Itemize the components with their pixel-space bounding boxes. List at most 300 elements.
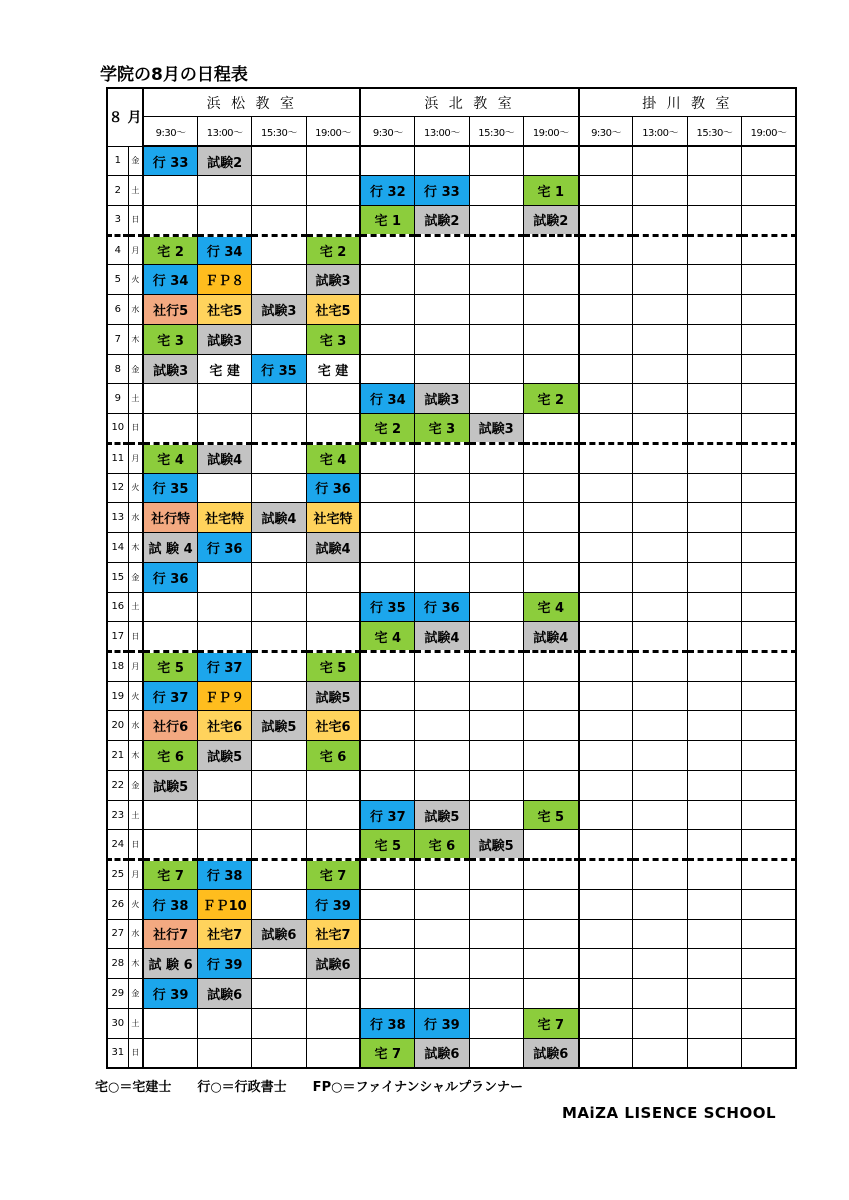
empty-slot: [306, 205, 360, 235]
class-entry: 行 36: [415, 592, 469, 622]
empty-slot: [252, 205, 306, 235]
empty-slot: [469, 265, 523, 295]
empty-slot: [252, 741, 306, 771]
class-entry: 試験5: [197, 741, 251, 771]
empty-slot: [579, 1008, 633, 1038]
day-row: [107, 533, 796, 563]
empty-slot: [197, 176, 251, 206]
empty-slot: [197, 562, 251, 592]
class-entry: 社宅特: [197, 503, 251, 533]
empty-slot: [469, 681, 523, 711]
empty-slot: [415, 295, 469, 325]
empty-slot: [523, 562, 578, 592]
empty-slot: [360, 473, 414, 503]
empty-slot: [252, 1038, 306, 1068]
empty-slot: [360, 324, 414, 354]
empty-slot: [633, 146, 687, 176]
class-entry: ＦＰ10: [197, 889, 251, 919]
empty-slot: [415, 919, 469, 949]
empty-slot: [687, 205, 741, 235]
empty-slot: [742, 681, 796, 711]
class-entry: 宅 4: [143, 443, 197, 473]
day-row: [107, 205, 796, 235]
empty-slot: [633, 592, 687, 622]
empty-slot: [523, 651, 578, 681]
empty-slot: [469, 860, 523, 890]
day-number: 10: [107, 414, 128, 444]
empty-slot: [197, 384, 251, 414]
empty-slot: [633, 354, 687, 384]
empty-slot: [742, 146, 796, 176]
class-entry: 社行7: [143, 919, 197, 949]
weekday: 日: [128, 414, 143, 444]
empty-slot: [469, 919, 523, 949]
empty-slot: [579, 533, 633, 563]
class-entry: 試験4: [415, 622, 469, 652]
empty-slot: [523, 919, 578, 949]
empty-slot: [742, 1008, 796, 1038]
day-row: [107, 1038, 796, 1068]
class-entry: 宅 5: [306, 651, 360, 681]
empty-slot: [579, 235, 633, 265]
empty-slot: [687, 949, 741, 979]
empty-slot: [360, 533, 414, 563]
class-entry: 宅 4: [523, 592, 578, 622]
empty-slot: [742, 979, 796, 1009]
empty-slot: [687, 741, 741, 771]
empty-slot: [633, 533, 687, 563]
class-entry: 行 38: [197, 860, 251, 890]
class-entry: 宅 7: [306, 860, 360, 890]
class-entry: 宅 6: [415, 830, 469, 860]
class-entry: 試 験 6: [143, 949, 197, 979]
empty-slot: [360, 770, 414, 800]
empty-slot: [306, 146, 360, 176]
day-number: 25: [107, 860, 128, 890]
empty-slot: [252, 473, 306, 503]
day-row: [107, 979, 796, 1009]
weekday: 月: [128, 235, 143, 265]
empty-slot: [742, 949, 796, 979]
empty-slot: [579, 265, 633, 295]
day-row: [107, 354, 796, 384]
time-slot-header: 15:30～: [252, 117, 306, 147]
day-number: 3: [107, 205, 128, 235]
empty-slot: [252, 533, 306, 563]
empty-slot: [687, 176, 741, 206]
empty-slot: [687, 235, 741, 265]
empty-slot: [687, 1008, 741, 1038]
empty-slot: [687, 770, 741, 800]
time-slot-header: 9:30～: [143, 117, 197, 147]
class-entry: 試験3: [306, 265, 360, 295]
empty-slot: [469, 592, 523, 622]
class-entry: 宅 3: [306, 324, 360, 354]
empty-slot: [633, 622, 687, 652]
day-number: 14: [107, 533, 128, 563]
class-entry: 行 37: [197, 651, 251, 681]
empty-slot: [360, 949, 414, 979]
day-number: 28: [107, 949, 128, 979]
empty-slot: [523, 830, 578, 860]
empty-slot: [742, 562, 796, 592]
empty-slot: [742, 622, 796, 652]
empty-slot: [252, 770, 306, 800]
empty-slot: [633, 235, 687, 265]
empty-slot: [523, 533, 578, 563]
page-title: 学院の8月の日程表: [100, 65, 248, 85]
empty-slot: [360, 265, 414, 295]
school-name: MAiZA LISENCE SCHOOL: [562, 1104, 777, 1122]
empty-slot: [633, 295, 687, 325]
day-number: 9: [107, 384, 128, 414]
empty-slot: [469, 176, 523, 206]
empty-slot: [579, 592, 633, 622]
empty-slot: [143, 414, 197, 444]
empty-slot: [742, 592, 796, 622]
empty-slot: [415, 503, 469, 533]
class-entry: 行 34: [197, 235, 251, 265]
empty-slot: [360, 295, 414, 325]
empty-slot: [415, 741, 469, 771]
empty-slot: [360, 919, 414, 949]
day-number: 21: [107, 741, 128, 771]
empty-slot: [523, 414, 578, 444]
class-entry: 試験6: [197, 979, 251, 1009]
class-entry: 試験5: [415, 800, 469, 830]
weekday: 金: [128, 770, 143, 800]
time-slot-header: 13:00～: [633, 117, 687, 147]
empty-slot: [469, 503, 523, 533]
empty-slot: [252, 681, 306, 711]
empty-slot: [252, 949, 306, 979]
day-row: [107, 889, 796, 919]
class-entry: ＦＰ９: [197, 681, 251, 711]
time-slot-header: 15:30～: [687, 117, 741, 147]
empty-slot: [523, 146, 578, 176]
class-entry: 宅 5: [143, 651, 197, 681]
class-entry: 行 34: [360, 384, 414, 414]
day-row: [107, 295, 796, 325]
weekday: 土: [128, 592, 143, 622]
empty-slot: [633, 830, 687, 860]
empty-slot: [633, 176, 687, 206]
empty-slot: [415, 979, 469, 1009]
empty-slot: [742, 295, 796, 325]
empty-slot: [306, 979, 360, 1009]
weekday: 金: [128, 354, 143, 384]
day-row: [107, 146, 796, 176]
day-row: [107, 622, 796, 652]
empty-slot: [687, 384, 741, 414]
day-row: [107, 651, 796, 681]
empty-slot: [469, 889, 523, 919]
day-number: 7: [107, 324, 128, 354]
empty-slot: [687, 473, 741, 503]
empty-slot: [523, 503, 578, 533]
class-entry: 宅 6: [143, 741, 197, 771]
empty-slot: [469, 949, 523, 979]
class-entry: 試験4: [306, 533, 360, 563]
day-row: [107, 324, 796, 354]
empty-slot: [252, 1008, 306, 1038]
empty-slot: [633, 1008, 687, 1038]
time-slot-header: 9:30～: [579, 117, 633, 147]
weekday: 金: [128, 562, 143, 592]
empty-slot: [252, 800, 306, 830]
empty-slot: [742, 889, 796, 919]
empty-slot: [687, 681, 741, 711]
day-number: 24: [107, 830, 128, 860]
empty-slot: [523, 235, 578, 265]
empty-slot: [579, 860, 633, 890]
empty-slot: [469, 235, 523, 265]
class-entry: 行 35: [143, 473, 197, 503]
weekday: 火: [128, 265, 143, 295]
weekday: 水: [128, 919, 143, 949]
class-entry: 社宅特: [306, 503, 360, 533]
day-row: [107, 562, 796, 592]
empty-slot: [360, 651, 414, 681]
empty-slot: [687, 1038, 741, 1068]
class-entry: 行 32: [360, 176, 414, 206]
empty-slot: [687, 503, 741, 533]
empty-slot: [415, 146, 469, 176]
empty-slot: [415, 770, 469, 800]
empty-slot: [579, 622, 633, 652]
empty-slot: [742, 324, 796, 354]
class-entry: 試験6: [415, 1038, 469, 1068]
class-entry: 宅 建: [197, 354, 251, 384]
empty-slot: [469, 622, 523, 652]
empty-slot: [687, 919, 741, 949]
class-entry: 行 38: [360, 1008, 414, 1038]
empty-slot: [306, 176, 360, 206]
class-entry: 行 35: [252, 354, 306, 384]
empty-slot: [633, 562, 687, 592]
weekday: 金: [128, 146, 143, 176]
empty-slot: [633, 860, 687, 890]
weekday: 木: [128, 741, 143, 771]
empty-slot: [360, 235, 414, 265]
room-hamakita: 浜 北 教 室: [360, 88, 578, 117]
empty-slot: [143, 800, 197, 830]
day-number: 6: [107, 295, 128, 325]
empty-slot: [415, 324, 469, 354]
empty-slot: [252, 592, 306, 622]
empty-slot: [742, 741, 796, 771]
day-number: 29: [107, 979, 128, 1009]
empty-slot: [687, 889, 741, 919]
empty-slot: [143, 622, 197, 652]
empty-slot: [742, 176, 796, 206]
weekday: 日: [128, 622, 143, 652]
day-row: [107, 919, 796, 949]
empty-slot: [742, 384, 796, 414]
empty-slot: [415, 889, 469, 919]
class-entry: 試験5: [469, 830, 523, 860]
empty-slot: [523, 295, 578, 325]
empty-slot: [469, 651, 523, 681]
empty-slot: [523, 711, 578, 741]
empty-slot: [687, 860, 741, 890]
empty-slot: [415, 562, 469, 592]
empty-slot: [579, 949, 633, 979]
class-entry: 行 37: [143, 681, 197, 711]
legend: 宅○＝宅建士 行○＝行政書士 FP○＝ファイナンシャルプランナー: [95, 1080, 523, 1095]
class-entry: 試験3: [143, 354, 197, 384]
empty-slot: [742, 651, 796, 681]
empty-slot: [306, 562, 360, 592]
empty-slot: [579, 889, 633, 919]
empty-slot: [523, 324, 578, 354]
class-entry: 宅 5: [360, 830, 414, 860]
empty-slot: [633, 384, 687, 414]
weekday: 土: [128, 384, 143, 414]
empty-slot: [579, 414, 633, 444]
empty-slot: [579, 651, 633, 681]
empty-slot: [523, 473, 578, 503]
day-row: [107, 503, 796, 533]
day-row: [107, 860, 796, 890]
day-row: [107, 741, 796, 771]
class-entry: 行 36: [197, 533, 251, 563]
empty-slot: [523, 770, 578, 800]
empty-slot: [360, 889, 414, 919]
empty-slot: [469, 443, 523, 473]
class-entry: 試 験 4: [143, 533, 197, 563]
empty-slot: [633, 889, 687, 919]
day-number: 27: [107, 919, 128, 949]
empty-slot: [579, 830, 633, 860]
room-hamamatsu: 浜 松 教 室: [143, 88, 360, 117]
empty-slot: [469, 354, 523, 384]
class-entry: 行 39: [415, 1008, 469, 1038]
empty-slot: [252, 265, 306, 295]
class-entry: 行 36: [143, 562, 197, 592]
day-row: [107, 770, 796, 800]
empty-slot: [742, 503, 796, 533]
empty-slot: [633, 770, 687, 800]
day-number: 11: [107, 443, 128, 473]
day-row: [107, 800, 796, 830]
empty-slot: [687, 354, 741, 384]
empty-slot: [579, 295, 633, 325]
empty-slot: [579, 711, 633, 741]
weekday: 水: [128, 295, 143, 325]
empty-slot: [252, 651, 306, 681]
weekday: 木: [128, 949, 143, 979]
empty-slot: [633, 979, 687, 1009]
empty-slot: [469, 770, 523, 800]
empty-slot: [633, 919, 687, 949]
weekday: 火: [128, 889, 143, 919]
empty-slot: [742, 919, 796, 949]
schedule-table: [106, 87, 797, 1069]
weekday: 火: [128, 473, 143, 503]
empty-slot: [469, 384, 523, 414]
empty-slot: [197, 592, 251, 622]
empty-slot: [306, 770, 360, 800]
empty-slot: [252, 562, 306, 592]
weekday: 土: [128, 800, 143, 830]
empty-slot: [523, 889, 578, 919]
class-entry: 社行特: [143, 503, 197, 533]
class-entry: 社宅7: [306, 919, 360, 949]
class-entry: 試験4: [252, 503, 306, 533]
empty-slot: [742, 354, 796, 384]
empty-slot: [469, 979, 523, 1009]
day-row: [107, 473, 796, 503]
class-entry: 行 39: [306, 889, 360, 919]
day-number: 19: [107, 681, 128, 711]
class-entry: ＦＰ８: [197, 265, 251, 295]
empty-slot: [360, 681, 414, 711]
empty-slot: [523, 860, 578, 890]
weekday: 水: [128, 503, 143, 533]
empty-slot: [687, 830, 741, 860]
class-entry: 行 36: [306, 473, 360, 503]
class-entry: 試験2: [197, 146, 251, 176]
empty-slot: [469, 146, 523, 176]
empty-slot: [306, 830, 360, 860]
weekday: 日: [128, 1038, 143, 1068]
class-entry: 行 38: [143, 889, 197, 919]
empty-slot: [633, 949, 687, 979]
empty-slot: [415, 711, 469, 741]
empty-slot: [687, 979, 741, 1009]
class-entry: 試験5: [143, 770, 197, 800]
empty-slot: [415, 473, 469, 503]
day-row: [107, 176, 796, 206]
empty-slot: [252, 622, 306, 652]
class-entry: 行 37: [360, 800, 414, 830]
day-row: [107, 681, 796, 711]
time-slot-header: 13:00～: [415, 117, 469, 147]
empty-slot: [579, 146, 633, 176]
class-entry: 宅 1: [523, 176, 578, 206]
empty-slot: [742, 443, 796, 473]
empty-slot: [633, 800, 687, 830]
empty-slot: [143, 1038, 197, 1068]
empty-slot: [197, 800, 251, 830]
day-number: 5: [107, 265, 128, 295]
class-entry: 宅 3: [415, 414, 469, 444]
empty-slot: [197, 770, 251, 800]
class-entry: 宅 6: [306, 741, 360, 771]
empty-slot: [742, 265, 796, 295]
weekday: 木: [128, 324, 143, 354]
class-entry: 行 39: [197, 949, 251, 979]
class-entry: 社宅5: [306, 295, 360, 325]
empty-slot: [197, 473, 251, 503]
empty-slot: [360, 503, 414, 533]
weekday: 日: [128, 830, 143, 860]
empty-slot: [742, 800, 796, 830]
class-entry: 行 34: [143, 265, 197, 295]
class-entry: 宅 1: [360, 205, 414, 235]
empty-slot: [252, 414, 306, 444]
empty-slot: [579, 1038, 633, 1068]
empty-slot: [523, 979, 578, 1009]
empty-slot: [633, 681, 687, 711]
empty-slot: [306, 800, 360, 830]
class-entry: 宅 2: [306, 235, 360, 265]
empty-slot: [579, 324, 633, 354]
empty-slot: [742, 770, 796, 800]
empty-slot: [143, 205, 197, 235]
class-entry: 試験5: [306, 681, 360, 711]
